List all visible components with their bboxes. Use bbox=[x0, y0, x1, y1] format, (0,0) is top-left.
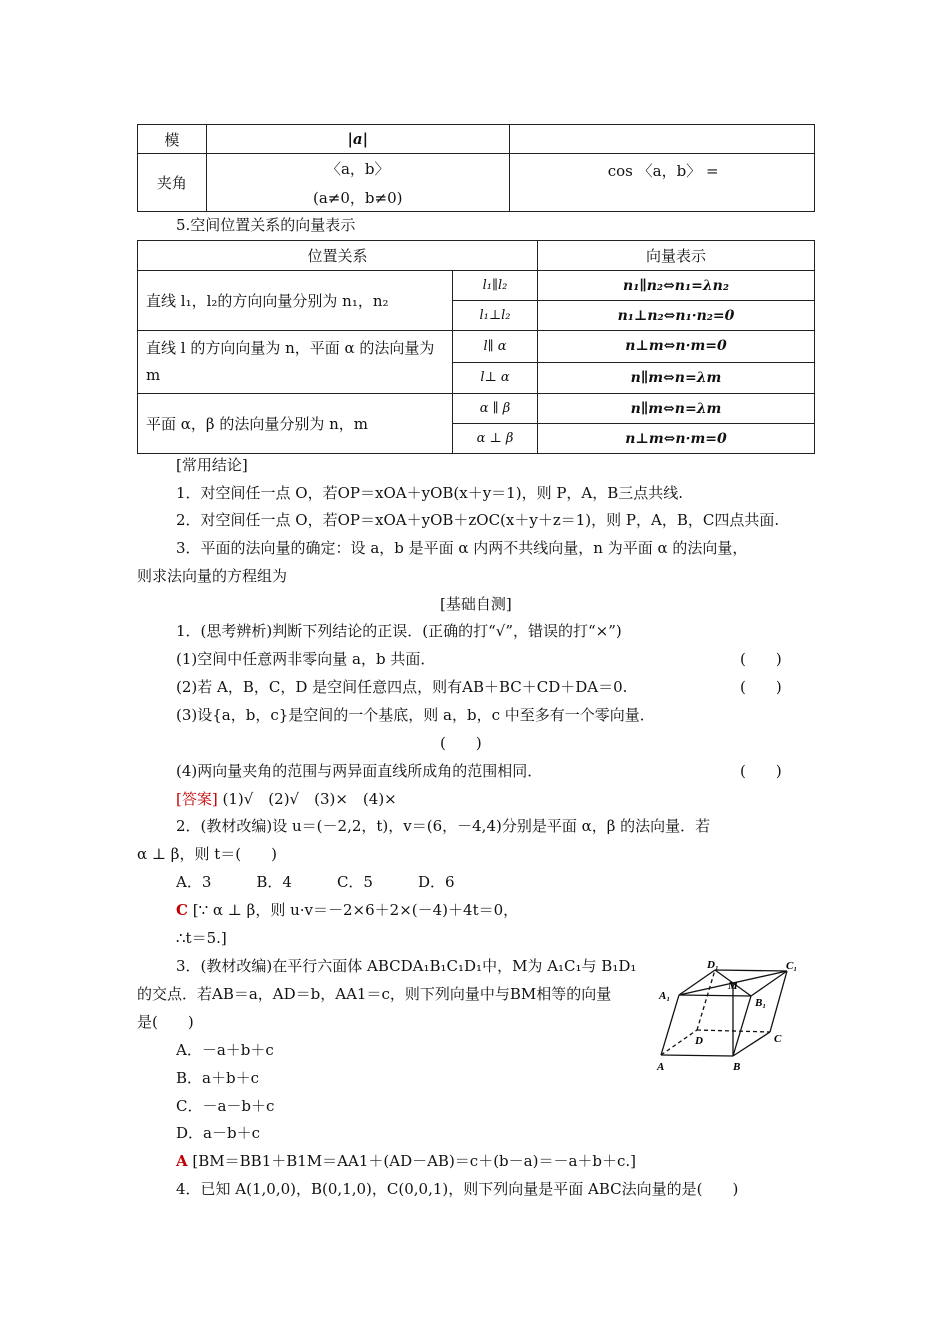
answer-tag: [答案] bbox=[176, 790, 218, 808]
row2a-rel: l∥ α bbox=[453, 331, 538, 363]
q3-line2: 的交点．若AB＝a，AD＝b，AA1＝c，则下列向量中与BM相等的向量 bbox=[137, 985, 612, 1003]
cell-mod-value: |a| bbox=[347, 130, 369, 148]
cell-angle-value1: 〈a，b〉 bbox=[325, 159, 390, 178]
q3-option-a: A．－a＋b＋c bbox=[176, 1041, 274, 1059]
edge-aa1 bbox=[661, 995, 679, 1055]
table-modulus-angle bbox=[137, 124, 815, 212]
q3-option-d: D．a－b＋c bbox=[176, 1124, 260, 1142]
cell-angle-label: 夹角 bbox=[138, 154, 207, 212]
q1-item-1: (1)空间中任意两非零向量 a，b 共面． bbox=[176, 650, 436, 668]
q1-item-2: (2)若 A，B，C，D 是空间任意四点，则有AB＋BC＋CD＋DA＝0. bbox=[176, 678, 628, 696]
row3a-rel: α ∥ β bbox=[453, 394, 538, 424]
row3b-vec: n⊥m⇔n·m=0 bbox=[538, 424, 815, 454]
q1-blank-4: ( ) bbox=[740, 762, 782, 780]
row2-desc: 直线 l 的方向向量为 n，平面 α 的法向量为 m bbox=[138, 331, 453, 394]
q3-option-b: B．a＋b＋c bbox=[176, 1069, 259, 1087]
cell-angle-cos: cos 〈a，b〉 = bbox=[607, 162, 719, 180]
q2-sol-line2: ∴t＝5.] bbox=[176, 929, 227, 947]
conclusion-3-line1: 3．平面的法向量的确定：设 a，b 是平面 α 内两不共线向量，n 为平面 α 的法向量， bbox=[176, 539, 748, 557]
label-a: A bbox=[657, 1061, 665, 1073]
edge-ab bbox=[661, 1055, 733, 1056]
row3-desc: 平面 α，β 的法向量分别为 n，m bbox=[138, 394, 453, 454]
conclusion-1: 1．对空间任一点 O，若OP＝xOA＋yOB(x＋y＝1)，则 P，A，B三点共线. bbox=[176, 484, 684, 502]
row2b-vec: n∥m⇔n=λm bbox=[538, 362, 815, 394]
header-position: 位置关系 bbox=[138, 241, 538, 271]
conclusions-title: [常用结论] bbox=[176, 456, 248, 474]
row3a-vec: n∥m⇔n=λm bbox=[538, 394, 815, 424]
edge-ad bbox=[661, 1030, 697, 1055]
edge-dd1 bbox=[697, 970, 715, 1030]
edge-a1b1 bbox=[679, 995, 751, 996]
label-d: D bbox=[695, 1035, 703, 1047]
q3-solution bbox=[176, 1150, 636, 1171]
label-m: M bbox=[728, 980, 738, 992]
q2-line2: α ⊥ β，则 t＝( ) bbox=[137, 845, 277, 863]
q3-option-c: C．－a－b＋c bbox=[176, 1097, 275, 1115]
header-vector: 向量表示 bbox=[538, 241, 815, 271]
q1-answer bbox=[176, 788, 397, 809]
q1-intro: 1．(思考辨析)判断下列结论的正误．(正确的打“√”，错误的打“×”) bbox=[176, 622, 622, 640]
answer-text: (1)√ (2)√ (3)× (4)× bbox=[222, 790, 397, 808]
cell-angle-value2: (a≠0，b≠0) bbox=[313, 188, 403, 207]
edge-bb1 bbox=[733, 996, 751, 1056]
edge-cc1 bbox=[770, 971, 787, 1032]
edge-d1c1 bbox=[715, 970, 787, 971]
section5-title: 5.空间位置关系的向量表示 bbox=[176, 216, 356, 234]
row1a-vec: n₁∥n₂⇔n₁=λn₂ bbox=[538, 271, 815, 301]
conclusion-2: 2．对空间任一点 O，若OP＝xOA＋yOB＋zOC(x＋y＋z＝1)，则 P，A，B，C四点共面. bbox=[176, 511, 780, 529]
q1-blank-1: ( ) bbox=[740, 650, 782, 668]
q2-options: A．3 B．4 C．5 D．6 bbox=[176, 873, 455, 891]
q1-blank-3: ( ) bbox=[440, 734, 482, 752]
label-c1: C₁ bbox=[786, 960, 798, 972]
row2b-rel: l⊥ α bbox=[453, 362, 538, 394]
label-d1: D₁ bbox=[707, 960, 719, 971]
q2-solution bbox=[176, 899, 518, 920]
q1-item-3: (3)设{a，b，c}是空间的一个基底，则 a，b，c 中至多有一个零向量． bbox=[176, 706, 655, 724]
row1a-rel: l₁∥l₂ bbox=[453, 271, 538, 301]
row2a-vec: n⊥m⇔n·m=0 bbox=[538, 331, 815, 363]
q3-sol-text: [BM＝BB1＋B1M＝AA1＋(AD－AB)＝c＋(b－a)＝－a＋b＋c.] bbox=[192, 1152, 637, 1170]
cell-mod-empty bbox=[509, 125, 814, 154]
label-b: B bbox=[733, 1061, 741, 1073]
table-position-relations bbox=[137, 240, 815, 454]
row3b-rel: α ⊥ β bbox=[453, 424, 538, 454]
q1-blank-2: ( ) bbox=[740, 678, 782, 696]
q2-sol-line1: [∵ α ⊥ β，则 u·v＝－2×6＋2×(－4)＋4t＝0， bbox=[192, 901, 519, 919]
cell-mod-label: 模 bbox=[138, 125, 207, 154]
label-a1: A₁ bbox=[659, 990, 671, 1002]
conclusion-3-line2: 则求法向量的方程组为 bbox=[137, 567, 288, 585]
q2-answer-letter: C bbox=[176, 901, 188, 919]
row1b-vec: n₁⊥n₂⇔n₁·n₂=0 bbox=[538, 301, 815, 331]
label-b1: B₁ bbox=[755, 997, 767, 1009]
q3-answer-letter: A bbox=[176, 1152, 188, 1170]
q1-item-4: (4)两向量夹角的范围与两异面直线所成角的范围相同． bbox=[176, 762, 543, 780]
parallelepiped-figure bbox=[655, 960, 815, 1080]
q4-line1: 4．已知 A(1,0,0)，B(0,1,0)，C(0,0,1)，则下列向量是平面 ABC法向量的是( ) bbox=[176, 1180, 739, 1198]
q2-line1: 2．(教材改编)设 u＝(－2,2，t)，v＝(6，－4,4)分别是平面 α，β 的法向量．若 bbox=[176, 817, 711, 835]
q3-line1: 3．(教材改编)在平行六面体 ABCDA₁B₁C₁D₁中，M为 A₁C₁与 B₁D₁ bbox=[176, 957, 637, 975]
row1-desc: 直线 l₁，l₂的方向向量分别为 n₁，n₂ bbox=[138, 271, 453, 331]
q3-line3: 是( ) bbox=[137, 1013, 194, 1031]
row1b-rel: l₁⊥l₂ bbox=[453, 301, 538, 331]
selftest-title: [基础自测] bbox=[440, 595, 512, 613]
label-c: C bbox=[774, 1033, 782, 1045]
